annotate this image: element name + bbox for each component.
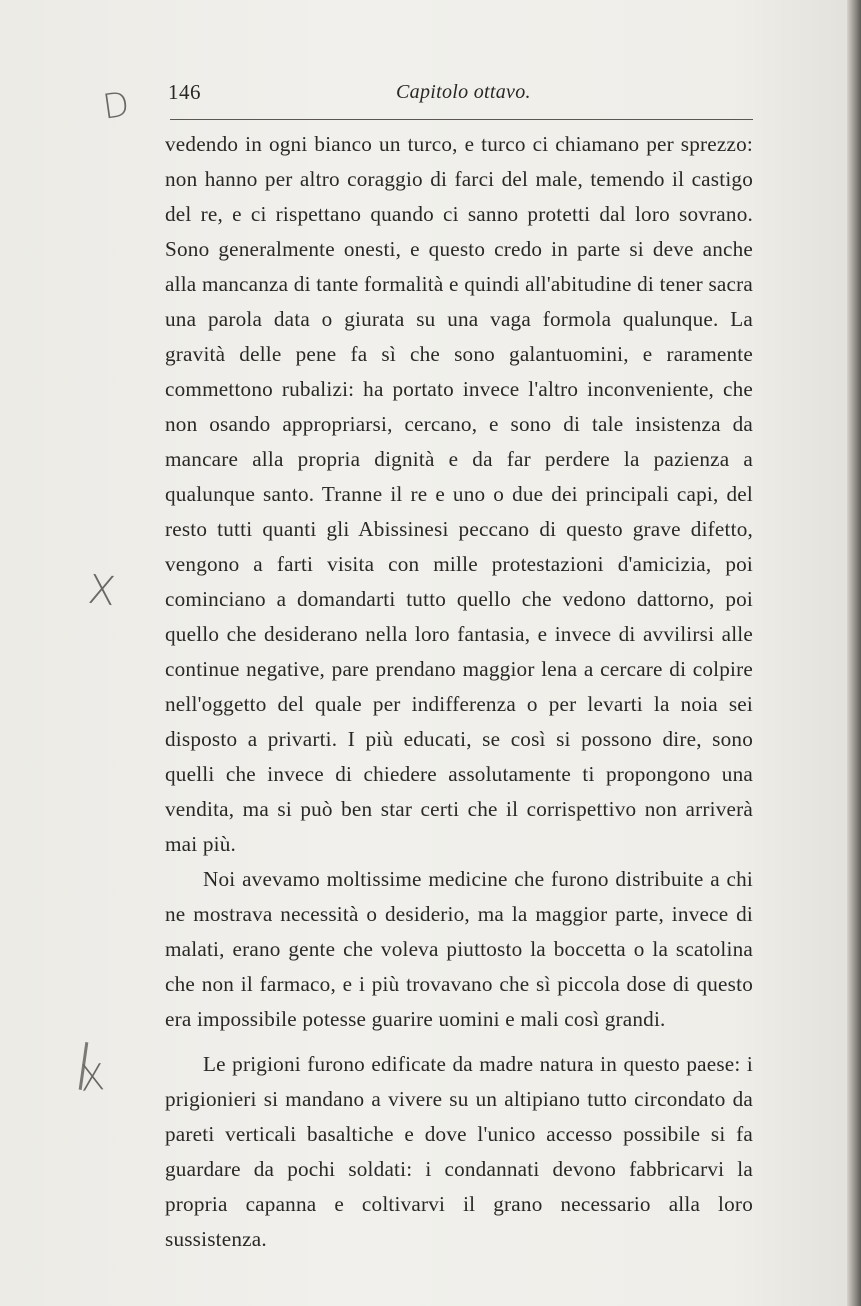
header-rule	[170, 119, 753, 120]
margin-mark-middle: X	[85, 566, 118, 616]
paragraph-3: Le prigioni furono edificate da madre natura in questo paese: i prigionieri si mandano a vivere su un altipiano tutto circondato da pareti verticali basaltiche e dove l'unico accesso possibile si fa guardare da pochi soldati: i condannati devono fabbricarvi la propria capanna e coltivarvi il grano necessario alla loro sussistenza.	[165, 1052, 753, 1251]
running-title: Capitolo ottavo.	[396, 81, 531, 103]
body-text	[165, 127, 753, 1257]
margin-mark-top: D	[100, 84, 132, 128]
page-number: 146	[168, 80, 201, 104]
paragraph-2: Noi avevamo moltissime medicine che furono distribuite a chi ne mostrava necessità o desiderio, ma la maggior parte, invece di malati, erano gente che voleva piuttosto la boccetta o la scatolina che non il farmaco, e i più trovavano che sì piccola dose di questo era impossibile potesse guarire uomini e mali così grandi.	[165, 867, 753, 1031]
page-edge-shadow	[847, 0, 861, 1306]
paragraph-1: vedendo in ogni bianco un turco, e turco ci chiamano per sprezzo: non hanno per altro coraggio di farci del male, temendo il castigo del re, e ci rispettano quando ci sanno protetti dal loro sovrano. Sono generalmente onesti, e questo credo in parte si deve anche alla mancanza di tante formalità e quindi all'abitudine di tener sacra una parola data o giurata su una vaga formola qualunque. La gravità delle pene fa sì che sono galantuomini, e raramente commettono rubalizi: ha portato invece l'altro inconveniente, che non osando appropriarsi, cercano, e sono di tale insistenza da mancare alla propria dignità e da far perdere la pazienza a qualunque santo. Tranne il re e uno o due dei principali capi, del resto tutti quanti gli Abissinesi peccano di questo grave difetto, vengono a farti visita con mille protestazioni d'amicizia, poi cominciano a domandarti tutto quello che vedono dattorno, poi quello che desiderano nella loro fantasia, e invece di avvilirsi alle continue negative, pare prendano maggior lena a cercare di colpire nell'oggetto del quale per indifferenza o per levarti la noia sei disposto a privarti. I più educati, se così si possono dire, sono quelli che invece di chiedere assolutamente ti propongono una vendita, ma si può ben star certi che il corrispettivo non arriverà mai più.	[165, 132, 753, 856]
page-header	[168, 80, 753, 106]
margin-mark-bottom: X	[78, 1057, 107, 1100]
